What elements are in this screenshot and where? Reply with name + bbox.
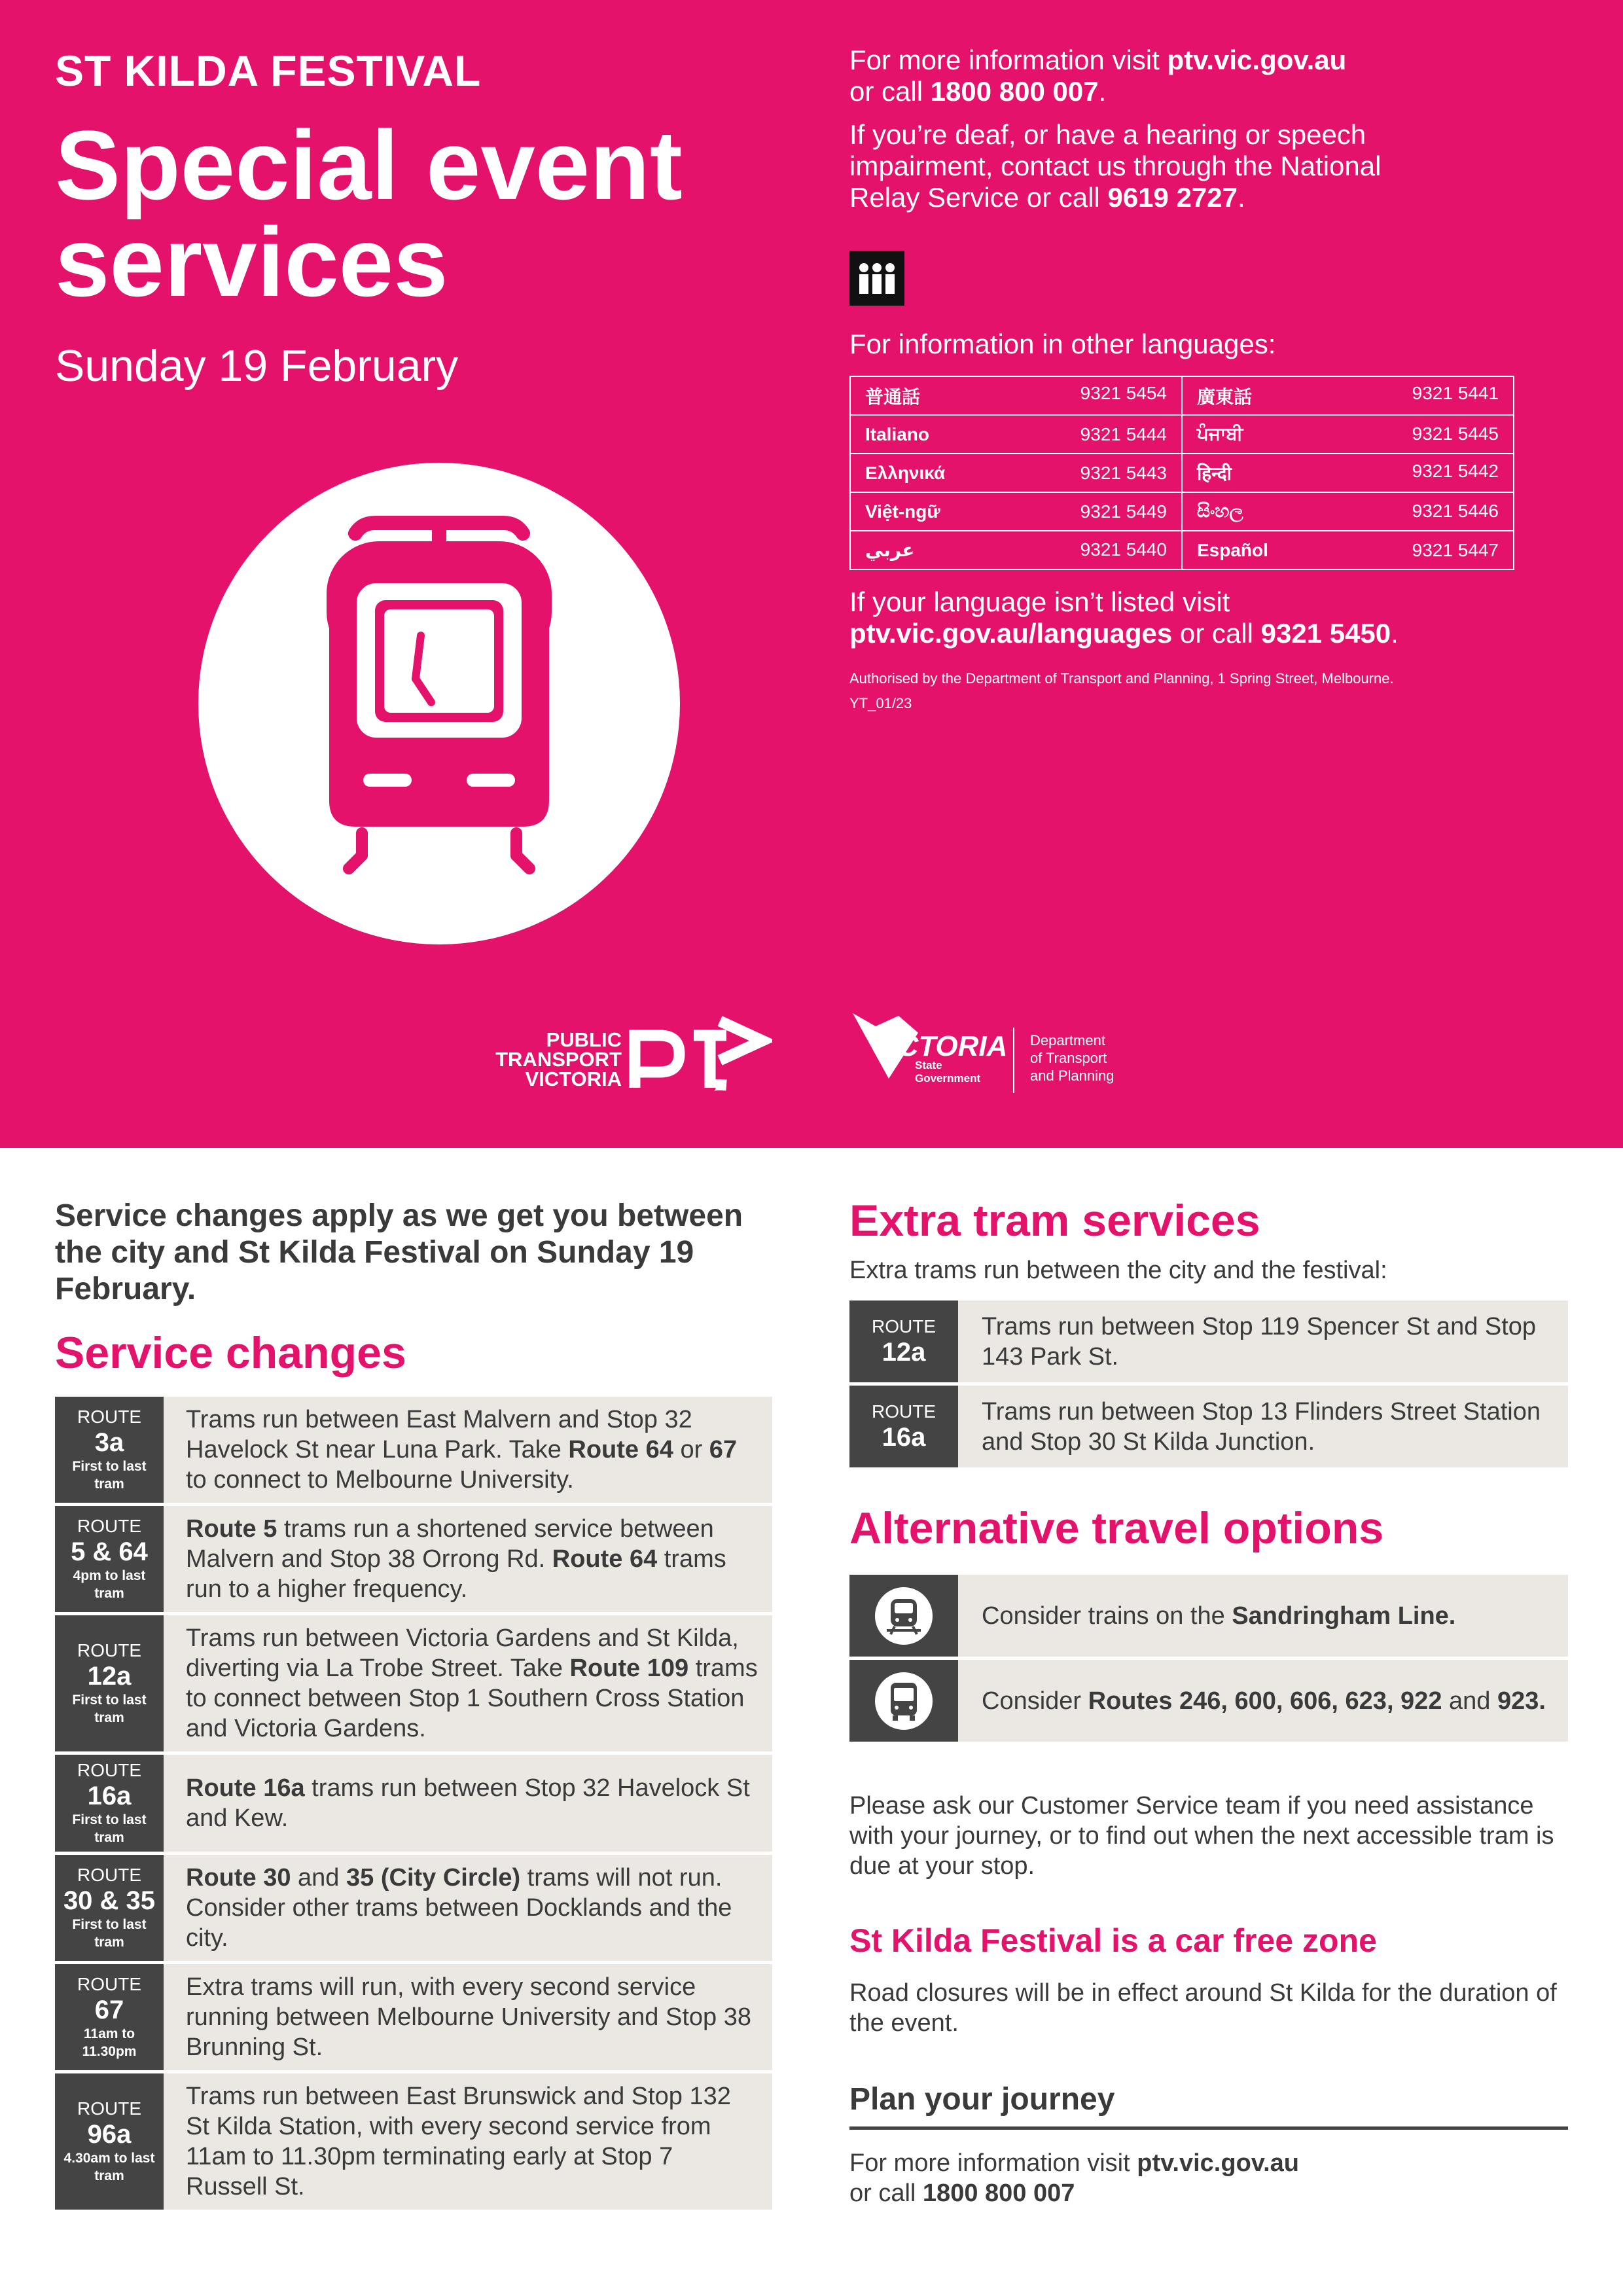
route-time-note: 11am to 11.30pm bbox=[82, 2026, 137, 2059]
bus-option-lead: Consider bbox=[982, 1687, 1088, 1715]
alternative-option-train bbox=[849, 1575, 1568, 1657]
languages-phone[interactable]: 9321 5450 bbox=[1260, 618, 1391, 649]
route-label: ROUTE bbox=[77, 1974, 141, 1994]
route-badge bbox=[55, 1615, 164, 1751]
ptv-logo-line: TRANSPORT bbox=[495, 1048, 622, 1071]
event-date: Sunday 19 February bbox=[55, 341, 459, 391]
nrs-phone-number[interactable]: 9619 2727 bbox=[1107, 182, 1238, 213]
national-relay-service-icon bbox=[849, 251, 904, 306]
plan-phone-number[interactable]: 1800 800 007 bbox=[922, 2179, 1075, 2207]
ptv-logo-mark bbox=[628, 1008, 772, 1093]
route-label: ROUTE bbox=[77, 1865, 141, 1885]
route-emphasis: Route 30 bbox=[186, 1864, 291, 1892]
route-badge bbox=[849, 1300, 958, 1382]
route-time-note: 4.30am to last tram bbox=[63, 2151, 155, 2183]
extra-tram-heading: Extra tram services bbox=[849, 1196, 1260, 1246]
language-phone[interactable]: 9321 5454 bbox=[1080, 382, 1167, 403]
language-cell bbox=[1182, 492, 1514, 531]
route-label: ROUTE bbox=[77, 2098, 141, 2119]
ptv-logo-line: VICTORIA bbox=[525, 1067, 622, 1090]
route-text: Extra trams will run, with every second service running between Melbourne University and Stop 38 Brunning St. bbox=[186, 1973, 751, 2061]
train-icon-box bbox=[849, 1575, 958, 1657]
punctuation: . bbox=[1391, 618, 1399, 649]
route-row bbox=[55, 1855, 772, 1961]
punctuation: . bbox=[1098, 76, 1107, 107]
not-listed-text: or call bbox=[1172, 618, 1261, 649]
language-not-listed bbox=[849, 586, 1582, 649]
route-row bbox=[55, 1615, 772, 1751]
punctuation: . bbox=[1238, 182, 1245, 213]
language-row bbox=[850, 454, 1514, 492]
bus-route-last: 923. bbox=[1497, 1687, 1546, 1715]
route-description bbox=[164, 1615, 772, 1751]
language-name: 廣東話 bbox=[1197, 386, 1253, 407]
route-text: trams run a shortened service between Malvern and Stop 38 Orrong Rd. bbox=[186, 1515, 714, 1573]
language-name: ਪੰਜਾਬੀ bbox=[1197, 423, 1243, 444]
route-emphasis: Route 64 bbox=[552, 1545, 658, 1573]
plan-journey-heading: Plan your journey bbox=[849, 2081, 1568, 2130]
route-text: or bbox=[673, 1436, 709, 1463]
plan-journey-contact bbox=[849, 2148, 1576, 2208]
document-code: YT_01/23 bbox=[849, 695, 912, 711]
languages-table bbox=[849, 376, 1514, 570]
route-badge bbox=[55, 1855, 164, 1961]
language-cell bbox=[1182, 376, 1514, 415]
route-emphasis: 35 (City Circle) bbox=[346, 1864, 521, 1892]
not-listed-text: If your language isn’t listed visit bbox=[849, 586, 1230, 617]
ptv-logo-line: PUBLIC bbox=[546, 1028, 622, 1051]
alternative-travel-heading: Alternative travel options bbox=[849, 1503, 1384, 1553]
route-description bbox=[164, 1755, 772, 1852]
bus-route-list: Routes 246, 600, 606, 623, 922 bbox=[1088, 1687, 1442, 1715]
contact-text: or call bbox=[849, 76, 931, 107]
authorisation bbox=[849, 666, 1394, 716]
language-cell bbox=[850, 531, 1182, 569]
route-label: ROUTE bbox=[77, 1760, 141, 1780]
extra-tram-list bbox=[849, 1300, 1568, 1471]
route-badge bbox=[55, 1506, 164, 1612]
route-badge bbox=[849, 1386, 958, 1467]
route-number: 67 bbox=[94, 1996, 124, 2024]
language-phone[interactable]: 9321 5449 bbox=[1080, 501, 1167, 522]
route-text: trams will not run. Consider other trams between Docklands and the city. bbox=[186, 1864, 732, 1952]
train-option-text bbox=[958, 1575, 1568, 1657]
contact-text: For more information visit bbox=[849, 45, 1168, 75]
route-description bbox=[164, 1506, 772, 1612]
language-row bbox=[850, 492, 1514, 531]
route-text: Trams run between Victoria Gardens and St Kilda, diverting via La Trobe Street. Take bbox=[186, 1624, 739, 1682]
route-emphasis: Route 16a bbox=[186, 1774, 305, 1802]
route-label: ROUTE bbox=[77, 1640, 141, 1660]
car-free-heading: St Kilda Festival is a car free zone bbox=[849, 1922, 1377, 1959]
language-cell bbox=[1182, 531, 1514, 569]
languages-link[interactable]: ptv.vic.gov.au/languages bbox=[849, 618, 1173, 649]
route-number: 16a bbox=[882, 1422, 926, 1452]
service-changes-heading: Service changes bbox=[55, 1328, 406, 1378]
route-row bbox=[55, 2073, 772, 2210]
route-row bbox=[55, 1397, 772, 1503]
route-text: Trams run between East Brunswick and Stop 132 St Kilda Station, with every second service from 11am to 11.30pm terminating early at Stop 7 Russell St. bbox=[186, 2083, 731, 2200]
route-number: 12a bbox=[882, 1337, 926, 1367]
language-phone[interactable]: 9321 5445 bbox=[1412, 423, 1499, 444]
language-phone[interactable]: 9321 5444 bbox=[1080, 423, 1167, 444]
language-phone[interactable]: 9321 5442 bbox=[1412, 460, 1499, 481]
language-name: हिन्दी bbox=[1197, 463, 1232, 484]
assistance-text: Please ask our Customer Service team if you need assistance with your journey, or to find out when the next accessible tram is due at your stop. bbox=[849, 1792, 1554, 1880]
victoria-logo-line: Government bbox=[915, 1072, 981, 1085]
extra-route-row bbox=[849, 1386, 1568, 1467]
language-cell bbox=[850, 376, 1182, 415]
service-changes-list bbox=[55, 1397, 772, 2213]
plan-contact-text: or call bbox=[849, 2179, 923, 2207]
department-line: Department bbox=[1030, 1032, 1105, 1049]
language-phone[interactable]: 9321 5440 bbox=[1080, 539, 1167, 560]
language-name: 普通話 bbox=[865, 386, 921, 407]
route-time-note: First to last tram bbox=[72, 1812, 147, 1845]
bus-option-join: and bbox=[1442, 1687, 1497, 1715]
language-phone[interactable]: 9321 5443 bbox=[1080, 462, 1167, 483]
language-row bbox=[850, 531, 1514, 569]
department-line: of Transport bbox=[1030, 1050, 1107, 1066]
route-label: ROUTE bbox=[872, 1316, 936, 1336]
language-row bbox=[850, 376, 1514, 415]
route-emphasis: Route 5 bbox=[186, 1515, 277, 1543]
language-phone[interactable]: 9321 5446 bbox=[1412, 501, 1499, 521]
route-row bbox=[55, 1964, 772, 2070]
language-name: Ελληνικά bbox=[865, 462, 946, 483]
language-name: عربي bbox=[865, 540, 915, 560]
route-number: 12a bbox=[87, 1662, 132, 1691]
victoria-logo-text: VICTORIA bbox=[870, 1030, 1008, 1062]
extra-route-row bbox=[849, 1300, 1568, 1382]
route-number: 30 & 35 bbox=[63, 1886, 156, 1915]
route-number: 5 & 64 bbox=[71, 1537, 148, 1566]
language-phone[interactable]: 9321 5441 bbox=[1412, 382, 1499, 403]
victoria-logo-line: State bbox=[915, 1059, 942, 1071]
car-free-text: Road closures will be in effect around St Kilda for the duration of the event. bbox=[849, 1979, 1557, 2037]
language-cell bbox=[850, 415, 1182, 454]
language-name: Español bbox=[1197, 539, 1268, 560]
train-option-lead: Consider trains on the bbox=[982, 1602, 1232, 1630]
department-name bbox=[1030, 1031, 1114, 1085]
route-description bbox=[164, 2073, 772, 2210]
alternative-travel-list bbox=[849, 1575, 1568, 1745]
route-emphasis: 67 bbox=[709, 1436, 738, 1463]
intro-text: Service changes apply as we get you between the city and St Kilda Festival on Sunday 19 February. bbox=[55, 1198, 743, 1306]
language-row bbox=[850, 415, 1514, 454]
logo-divider bbox=[1013, 1028, 1014, 1093]
language-cell bbox=[1182, 415, 1514, 454]
route-text: and bbox=[291, 1864, 347, 1892]
route-description bbox=[164, 1855, 772, 1961]
tram-icon bbox=[198, 463, 680, 944]
route-description bbox=[164, 1964, 772, 2070]
route-time-note: First to last tram bbox=[72, 1459, 147, 1492]
route-text: trams run to a higher frequency. bbox=[186, 1545, 726, 1603]
train-icon bbox=[872, 1585, 935, 1647]
route-label: ROUTE bbox=[77, 1516, 141, 1536]
ptv-logo-text bbox=[491, 1030, 622, 1089]
route-description: Trams run between Stop 119 Spencer St and Stop 143 Park St. bbox=[982, 1312, 1537, 1371]
language-name: සිංහල bbox=[1197, 501, 1243, 521]
contact-info bbox=[849, 45, 1582, 225]
route-row bbox=[55, 1755, 772, 1852]
language-name: Việt-ngữ bbox=[865, 501, 940, 522]
route-number: 3a bbox=[94, 1428, 124, 1457]
route-time-note: 4pm to last tram bbox=[73, 1568, 146, 1601]
plan-website-link[interactable]: ptv.vic.gov.au bbox=[1137, 2149, 1299, 2177]
route-time-note: First to last tram bbox=[72, 1693, 147, 1725]
plan-contact-text: For more information visit bbox=[849, 2149, 1137, 2177]
language-name: Italiano bbox=[865, 423, 930, 444]
victoria-logo-subtext bbox=[915, 1059, 980, 1085]
website-link[interactable]: ptv.vic.gov.au bbox=[1167, 45, 1347, 75]
route-emphasis: Route 109 bbox=[569, 1655, 689, 1682]
route-label: ROUTE bbox=[77, 1407, 141, 1427]
languages-intro: For information in other languages: bbox=[849, 329, 1276, 359]
tram-icon-circle bbox=[198, 463, 680, 944]
route-number: 96a bbox=[87, 2120, 132, 2149]
page-title: Special event services bbox=[55, 110, 683, 317]
route-text: trams to connect between Stop 1 Southern Cross Station and Victoria Gardens. bbox=[186, 1655, 758, 1742]
train-line-name: Sandringham Line. bbox=[1232, 1602, 1456, 1630]
route-row bbox=[55, 1506, 772, 1612]
event-kicker: ST KILDA FESTIVAL bbox=[55, 46, 482, 95]
route-text: to connect to Melbourne University. bbox=[186, 1466, 574, 1494]
alternative-option-bus bbox=[849, 1660, 1568, 1742]
route-badge bbox=[55, 2073, 164, 2210]
deaf-contact-text: If you’re deaf, or have a hearing or speech impairment, contact us through the National Relay Service or call bbox=[849, 119, 1382, 213]
bus-icon bbox=[872, 1670, 935, 1732]
route-emphasis: Route 64 bbox=[568, 1436, 673, 1463]
language-cell bbox=[1182, 454, 1514, 492]
route-time-note: First to last tram bbox=[72, 1917, 147, 1950]
authorisation-text: Authorised by the Department of Transport and Planning, 1 Spring Street, Melbourne. bbox=[849, 670, 1394, 687]
language-cell bbox=[850, 492, 1182, 531]
phone-number[interactable]: 1800 800 007 bbox=[930, 76, 1099, 107]
bus-option-text bbox=[958, 1660, 1568, 1742]
department-line: and Planning bbox=[1030, 1067, 1115, 1084]
route-description bbox=[164, 1397, 772, 1503]
route-badge bbox=[55, 1397, 164, 1503]
route-text: trams run between Stop 32 Havelock St and Kew. bbox=[186, 1774, 750, 1832]
route-number: 16a bbox=[87, 1782, 132, 1810]
route-badge bbox=[55, 1755, 164, 1852]
route-badge bbox=[55, 1964, 164, 2070]
bus-icon-box bbox=[849, 1660, 958, 1742]
language-phone[interactable]: 9321 5447 bbox=[1412, 539, 1499, 560]
route-description: Trams run between Stop 13 Flinders Street Station and Stop 30 St Kilda Junction. bbox=[982, 1397, 1541, 1456]
extra-tram-subtext: Extra trams run between the city and the festival: bbox=[849, 1257, 1387, 1284]
route-label: ROUTE bbox=[872, 1401, 936, 1422]
route-text: Trams run between East Malvern and Stop 32 Havelock St near Luna Park. Take bbox=[186, 1406, 692, 1463]
language-cell bbox=[850, 454, 1182, 492]
